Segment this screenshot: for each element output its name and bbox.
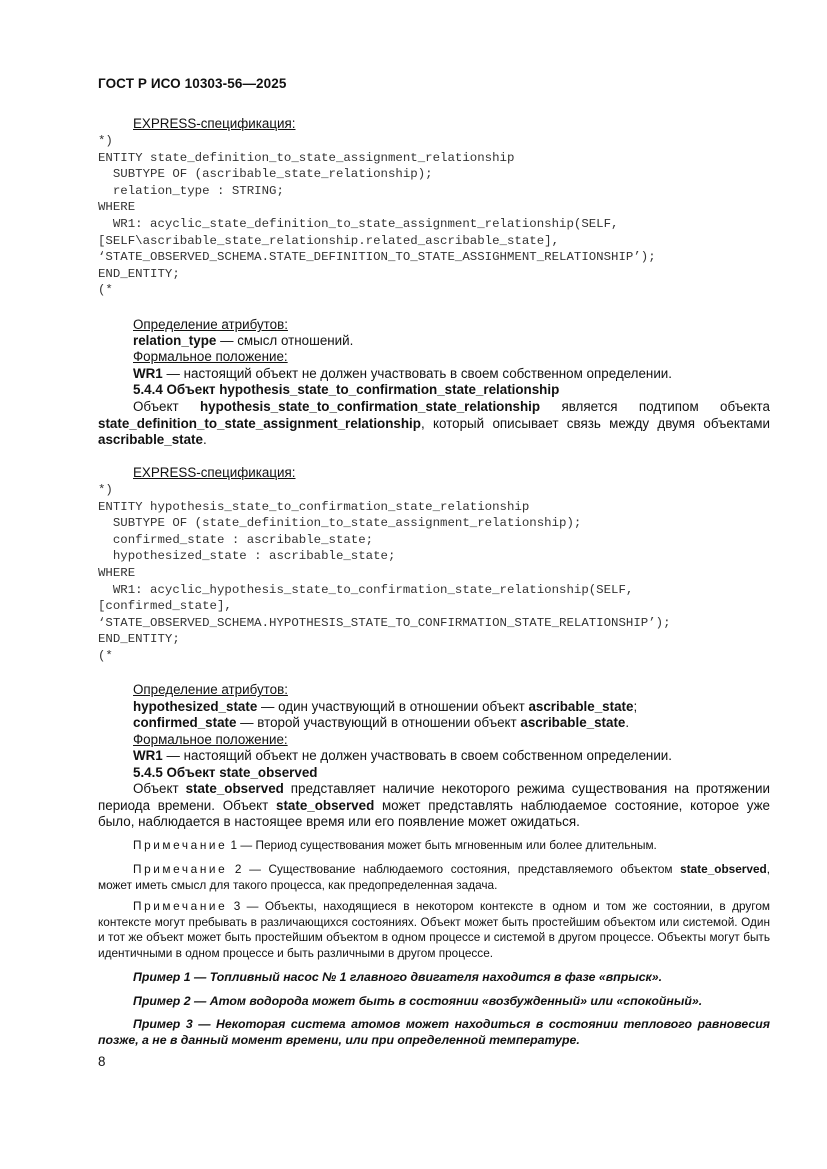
attributes-heading-1: Определение атрибутов: xyxy=(133,317,288,332)
attribute-hypothesized-state: hypothesized_state — один участвующий в отношении объект ascribable_state; xyxy=(133,699,638,714)
express-code-2: *) ENTITY hypothesis_state_to_confirmation_state_relationship SUBTYPE OF (state_definition_to_state_assignment_relationship); confirmed_state : ascribable_state; hypothesized_state : ascribable_state; WHERE WR1: acyclic_hypothesis_state_to_confirmation_state_relationship(SELF, [confirmed_state], ‘STATE_OBSERVED_SCHEMA.HYPOTHESIS_STATE_TO_CONFIRMATION_STATE_RELATIONSHIP’); END_ENTITY; (* xyxy=(98,483,671,663)
formal-heading-1: Формальное положение: xyxy=(133,349,288,364)
page-number: 8 xyxy=(98,1054,106,1069)
note-3: Примечание 3 — Объекты, находящиеся в некотором контексте в одном и том же состоянии, в другом контексте могут пребывать в различающихся состояниях. Объект может быть простейшим объектом или системой. Один и тот же объект может быть простейшим объектом в одном процессе и системой в другом процессе. Объекты могут быть идентичными в одном процессе и быть различными в другом процессе. xyxy=(98,899,771,960)
express-label-2: EXPRESS-спецификация: xyxy=(133,465,296,480)
attribute-confirmed-state: confirmed_state — второй участвующий в отношении объект ascribable_state. xyxy=(133,715,630,730)
rule-wr1-2: WR1 — настоящий объект не должен участвовать в своем собственном определении. xyxy=(133,748,673,763)
attribute-name: relation_type xyxy=(133,333,217,348)
rule-name: WR1 xyxy=(133,366,163,381)
rule-wr1-1 xyxy=(133,366,672,383)
note-1: Примечание 1 — Период существования может быть мгновенным или более длительным. xyxy=(133,838,657,852)
attributes-heading-2: Определение атрибутов: xyxy=(133,682,288,697)
rule-description: — настоящий объект не должен участвовать в своем собственном определении. xyxy=(162,366,673,381)
example-1: Пример 1 — Топливный насос № 1 главного двигателя находится в фазе «впрыск». xyxy=(133,970,663,984)
section-heading-545: 5.4.5 Объект state_observed xyxy=(133,765,318,780)
page-header-title: ГОСТ Р ИСО 10303-56—2025 xyxy=(98,76,287,91)
express-code-1: *) ENTITY state_definition_to_state_assignment_relationship SUBTYPE OF (ascribable_state_relationship); relation_type : STRING; WHERE WR1: acyclic_state_definition_to_state_assignment_relationship(SELF, [SELF\ascribable_state_relationship.related_ascribable_state], ‘STATE_OBSERVED_SCHEMA.STATE_DEFINITION_TO_STATE_ASSIGHMENT_RELATIONSHIP’); END_ENTITY; (* xyxy=(98,134,656,298)
formal-heading-2: Формальное положение: xyxy=(133,732,288,747)
attribute-description: — смысл отношений. xyxy=(216,333,354,348)
example-3: Пример 3 — Некоторая система атомов может находиться в состоянии теплового равновесия позже, а не в данный момент времени, или при определенной температуре. xyxy=(98,1017,770,1048)
section-heading-544: 5.4.4 Объект hypothesis_state_to_confirmation_state_relationship xyxy=(133,382,560,397)
note-2: Примечание 2 — Существование наблюдаемого состояния, представляемого объектом state_observed, может иметь смысл для такого процесса, как предопределенная задача. xyxy=(98,862,770,892)
example-2: Пример 2 — Атом водорода может быть в состоянии «возбужденный» или «спокойный». xyxy=(133,994,703,1008)
express-label-1: EXPRESS-спецификация: xyxy=(133,116,296,131)
section-544-paragraph: Объект hypothesis_state_to_confirmation_state_relationship является подтипом объекта state_definition_to_state_assignment_relationship, который описывает связь между двумя объектами ascribable_state. xyxy=(98,399,770,448)
attribute-relation-type xyxy=(133,333,353,350)
section-545-paragraph: Объект state_observed представляет наличие некоторого режима существования на протяжении периода времени. Объект state_observed может представлять наблюдаемое состояние, которое уже было, наблюдается в настоящее время или его появление может ожидаться. xyxy=(98,781,770,830)
